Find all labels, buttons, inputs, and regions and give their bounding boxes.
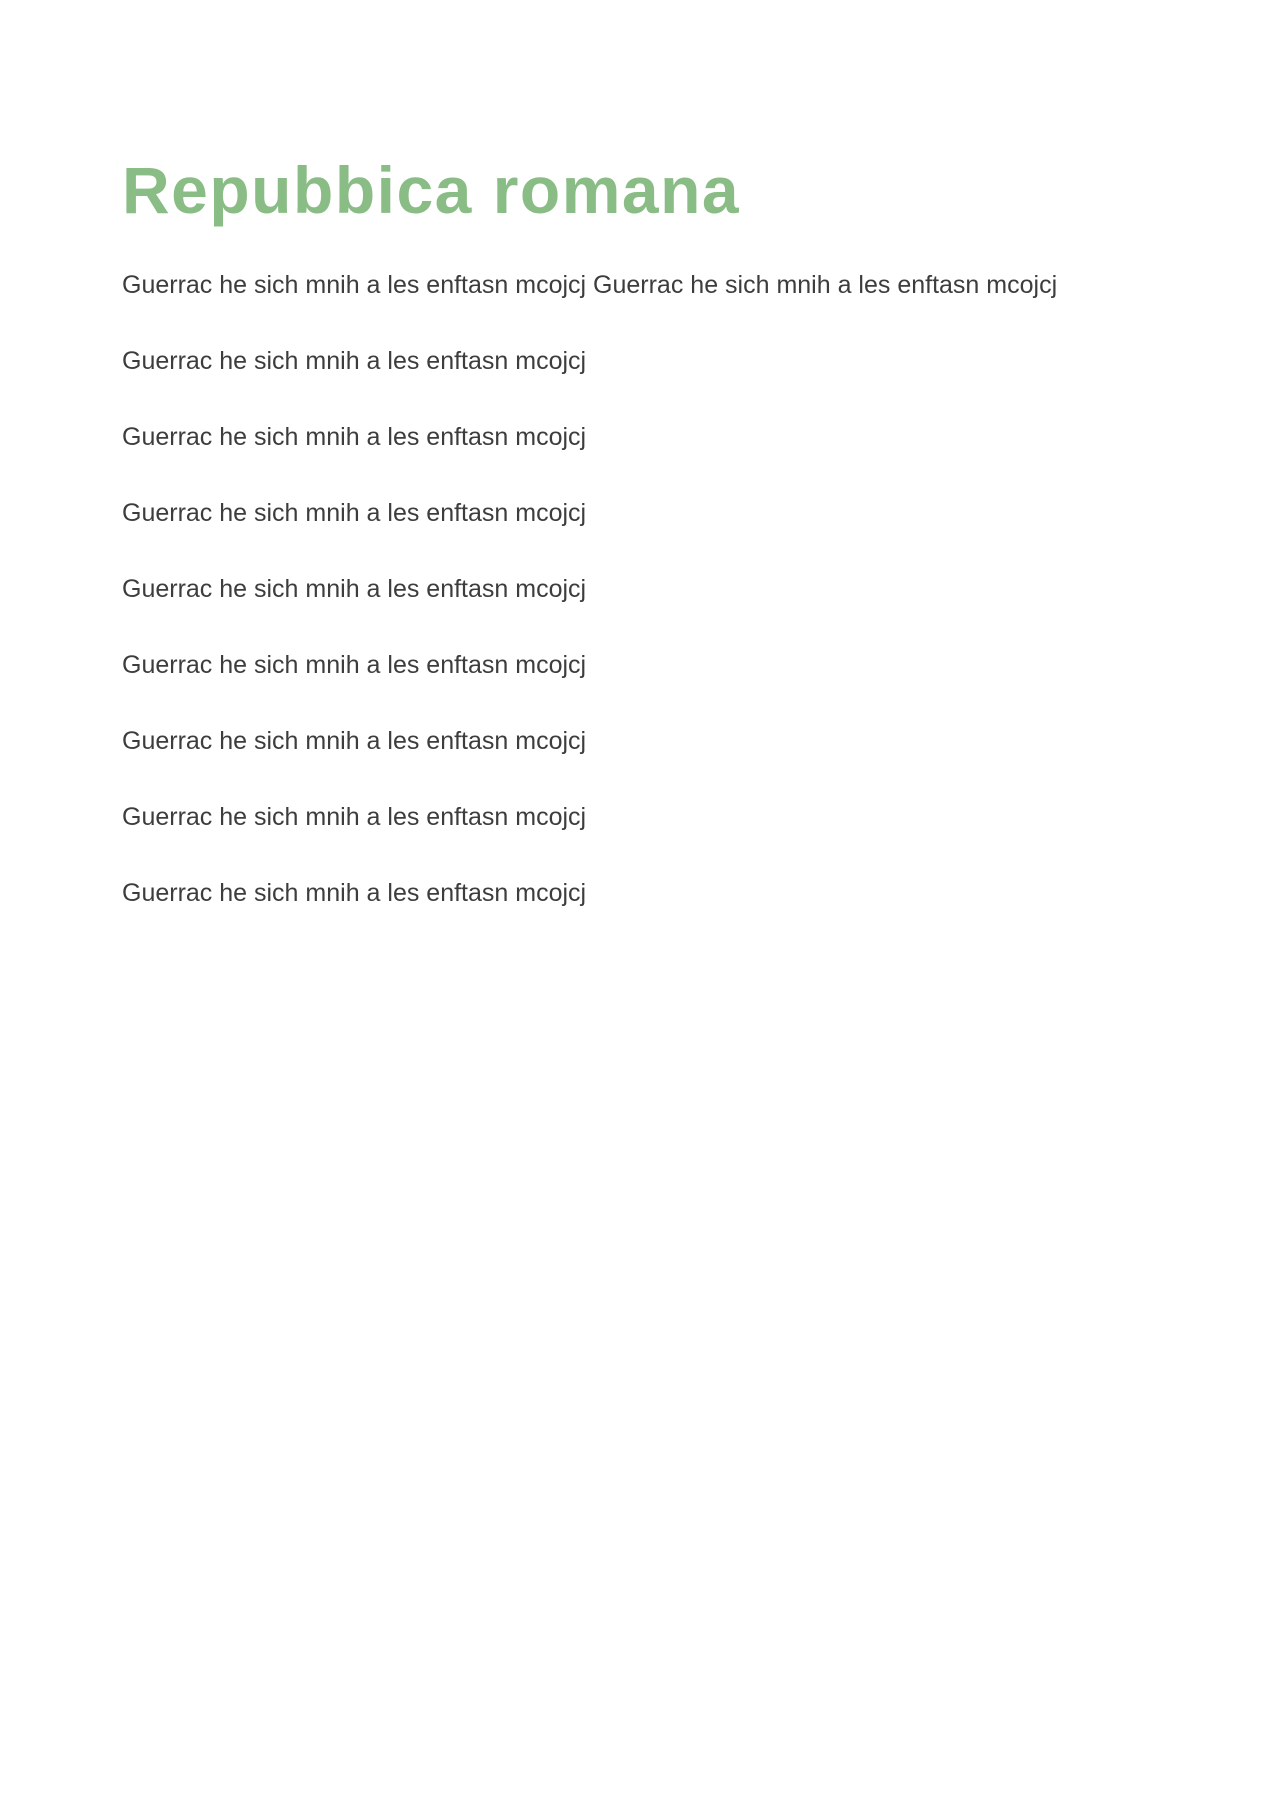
paragraph: Guerrac he sich mnih a les enftasn mcojcj	[122, 879, 587, 907]
paragraph: Guerrac he sich mnih a les enftasn mcojcj	[122, 499, 587, 527]
paragraph: Guerrac he sich mnih a les enftasn mcojcj Guerrac he sich mnih a les enftasn mcojcj	[122, 271, 1058, 299]
paragraph: Guerrac he sich mnih a les enftasn mcojcj	[122, 347, 587, 375]
paragraph: Guerrac he sich mnih a les enftasn mcojcj	[122, 651, 587, 679]
paragraph: Guerrac he sich mnih a les enftasn mcojcj	[122, 803, 587, 831]
document-body	[122, 270, 1182, 954]
paragraph: Guerrac he sich mnih a les enftasn mcojcj	[122, 423, 587, 451]
paragraph: Guerrac he sich mnih a les enftasn mcojcj	[122, 575, 587, 603]
document-title: Repubbica romana	[122, 153, 741, 227]
paragraph: Guerrac he sich mnih a les enftasn mcojcj	[122, 727, 587, 755]
